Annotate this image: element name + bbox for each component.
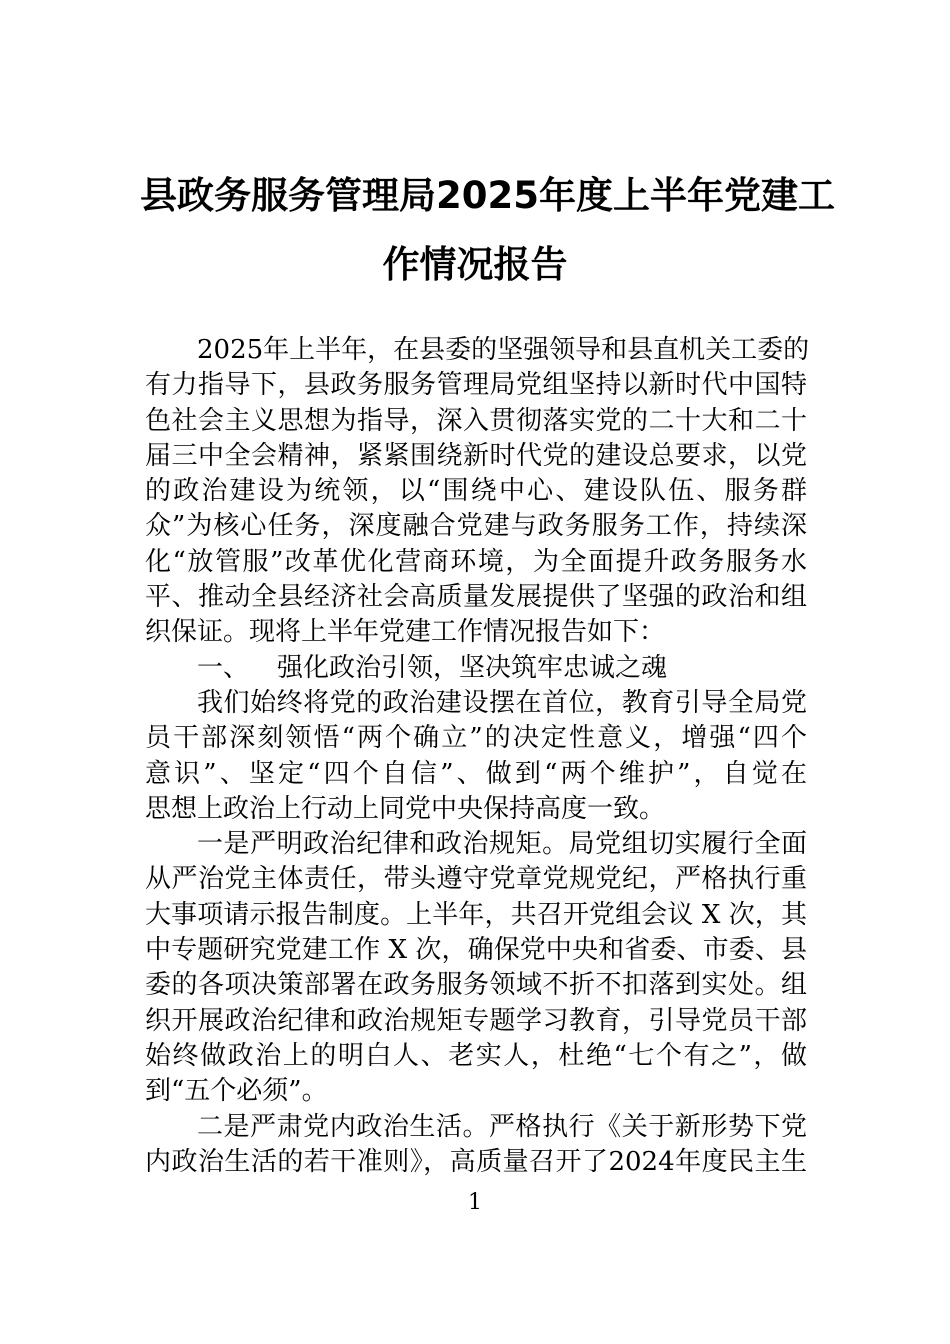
paragraph-line: 届三中全会精神，紧紧围绕新时代党的建设总要求，以党 bbox=[145, 440, 807, 471]
page-number: 1 bbox=[468, 1190, 482, 1215]
paragraph-line: 有力指导下，县政务服务管理局党组坚持以新时代中国特 bbox=[145, 370, 807, 401]
paragraph-line: 到“五个必须”。 bbox=[145, 1076, 328, 1107]
document-title-line-2: 作情况报告 bbox=[382, 243, 568, 286]
paragraph-line: 2025年上半年，在县委的坚强领导和县直机关工委的 bbox=[197, 335, 810, 365]
paragraph-line: 众”为核心任务，深度融合党建与政务服务工作，持续深 bbox=[145, 511, 807, 542]
paragraph-line: 的政治建设为统领，以“围绕中心、建设队伍、服务群 bbox=[145, 476, 807, 507]
paragraph-line: 织开展政治纪律和政治规矩专题学习教育，引导党员干部 bbox=[145, 1005, 807, 1036]
paragraph-line: 化“放管服”改革优化营商环境，为全面提升政务服务水 bbox=[145, 546, 807, 577]
paragraph-line: 二是严肃党内政治生活。严格执行《关于新形势下党 bbox=[197, 1111, 807, 1142]
paragraph-line: 思想上政治上行动上同党中央保持高度一致。 bbox=[145, 793, 666, 824]
paragraph-line: 一是严明政治纪律和政治规矩。局党组切实履行全面 bbox=[197, 829, 807, 860]
paragraph-line: 意识”、坚定“四个自信”、做到“两个维护”，自觉在 bbox=[145, 758, 807, 789]
section-title: 强化政治引领，坚决筑牢忠诚之魂 bbox=[277, 652, 668, 683]
paragraph-line: 从严治党主体责任，带头遵守党章党规党纪，严格执行重 bbox=[145, 864, 807, 895]
section-heading bbox=[145, 651, 807, 686]
paragraph-line: 委的各项决策部署在政务服务领域不折不扣落到实处。组 bbox=[145, 970, 807, 1001]
section-number: 一、 bbox=[197, 652, 250, 683]
document-body bbox=[145, 333, 810, 1180]
paragraph-line: 我们始终将党的政治建设摆在首位，教育引导全局党 bbox=[197, 687, 807, 718]
paragraph-line: 平、推动全县经济社会高质量发展提供了坚强的政治和组 bbox=[145, 582, 807, 613]
paragraph-line: 中专题研究党建工作 X 次，确保党中央和省委、市委、县 bbox=[145, 935, 807, 966]
paragraph-line: 员干部深刻领悟“两个确立”的决定性意义，增强“四个 bbox=[145, 723, 807, 754]
paragraph-line: 内政治生活的若干准则》，高质量召开了2024年度民主生 bbox=[145, 1146, 807, 1177]
paragraph-line: 织保证。现将上半年党建工作情况报告如下： bbox=[145, 617, 666, 648]
paragraph-line: 大事项请示报告制度。上半年，共召开党组会议 X 次，其 bbox=[145, 899, 807, 930]
paragraph-line: 色社会主义思想为指导，深入贯彻落实党的二十大和二十 bbox=[145, 405, 807, 436]
document-title-line-1: 县政务服务管理局2025年度上半年党建工 bbox=[140, 174, 835, 217]
paragraph-line: 始终做政治上的明白人、老实人，杜绝“七个有之”，做 bbox=[145, 1040, 807, 1071]
